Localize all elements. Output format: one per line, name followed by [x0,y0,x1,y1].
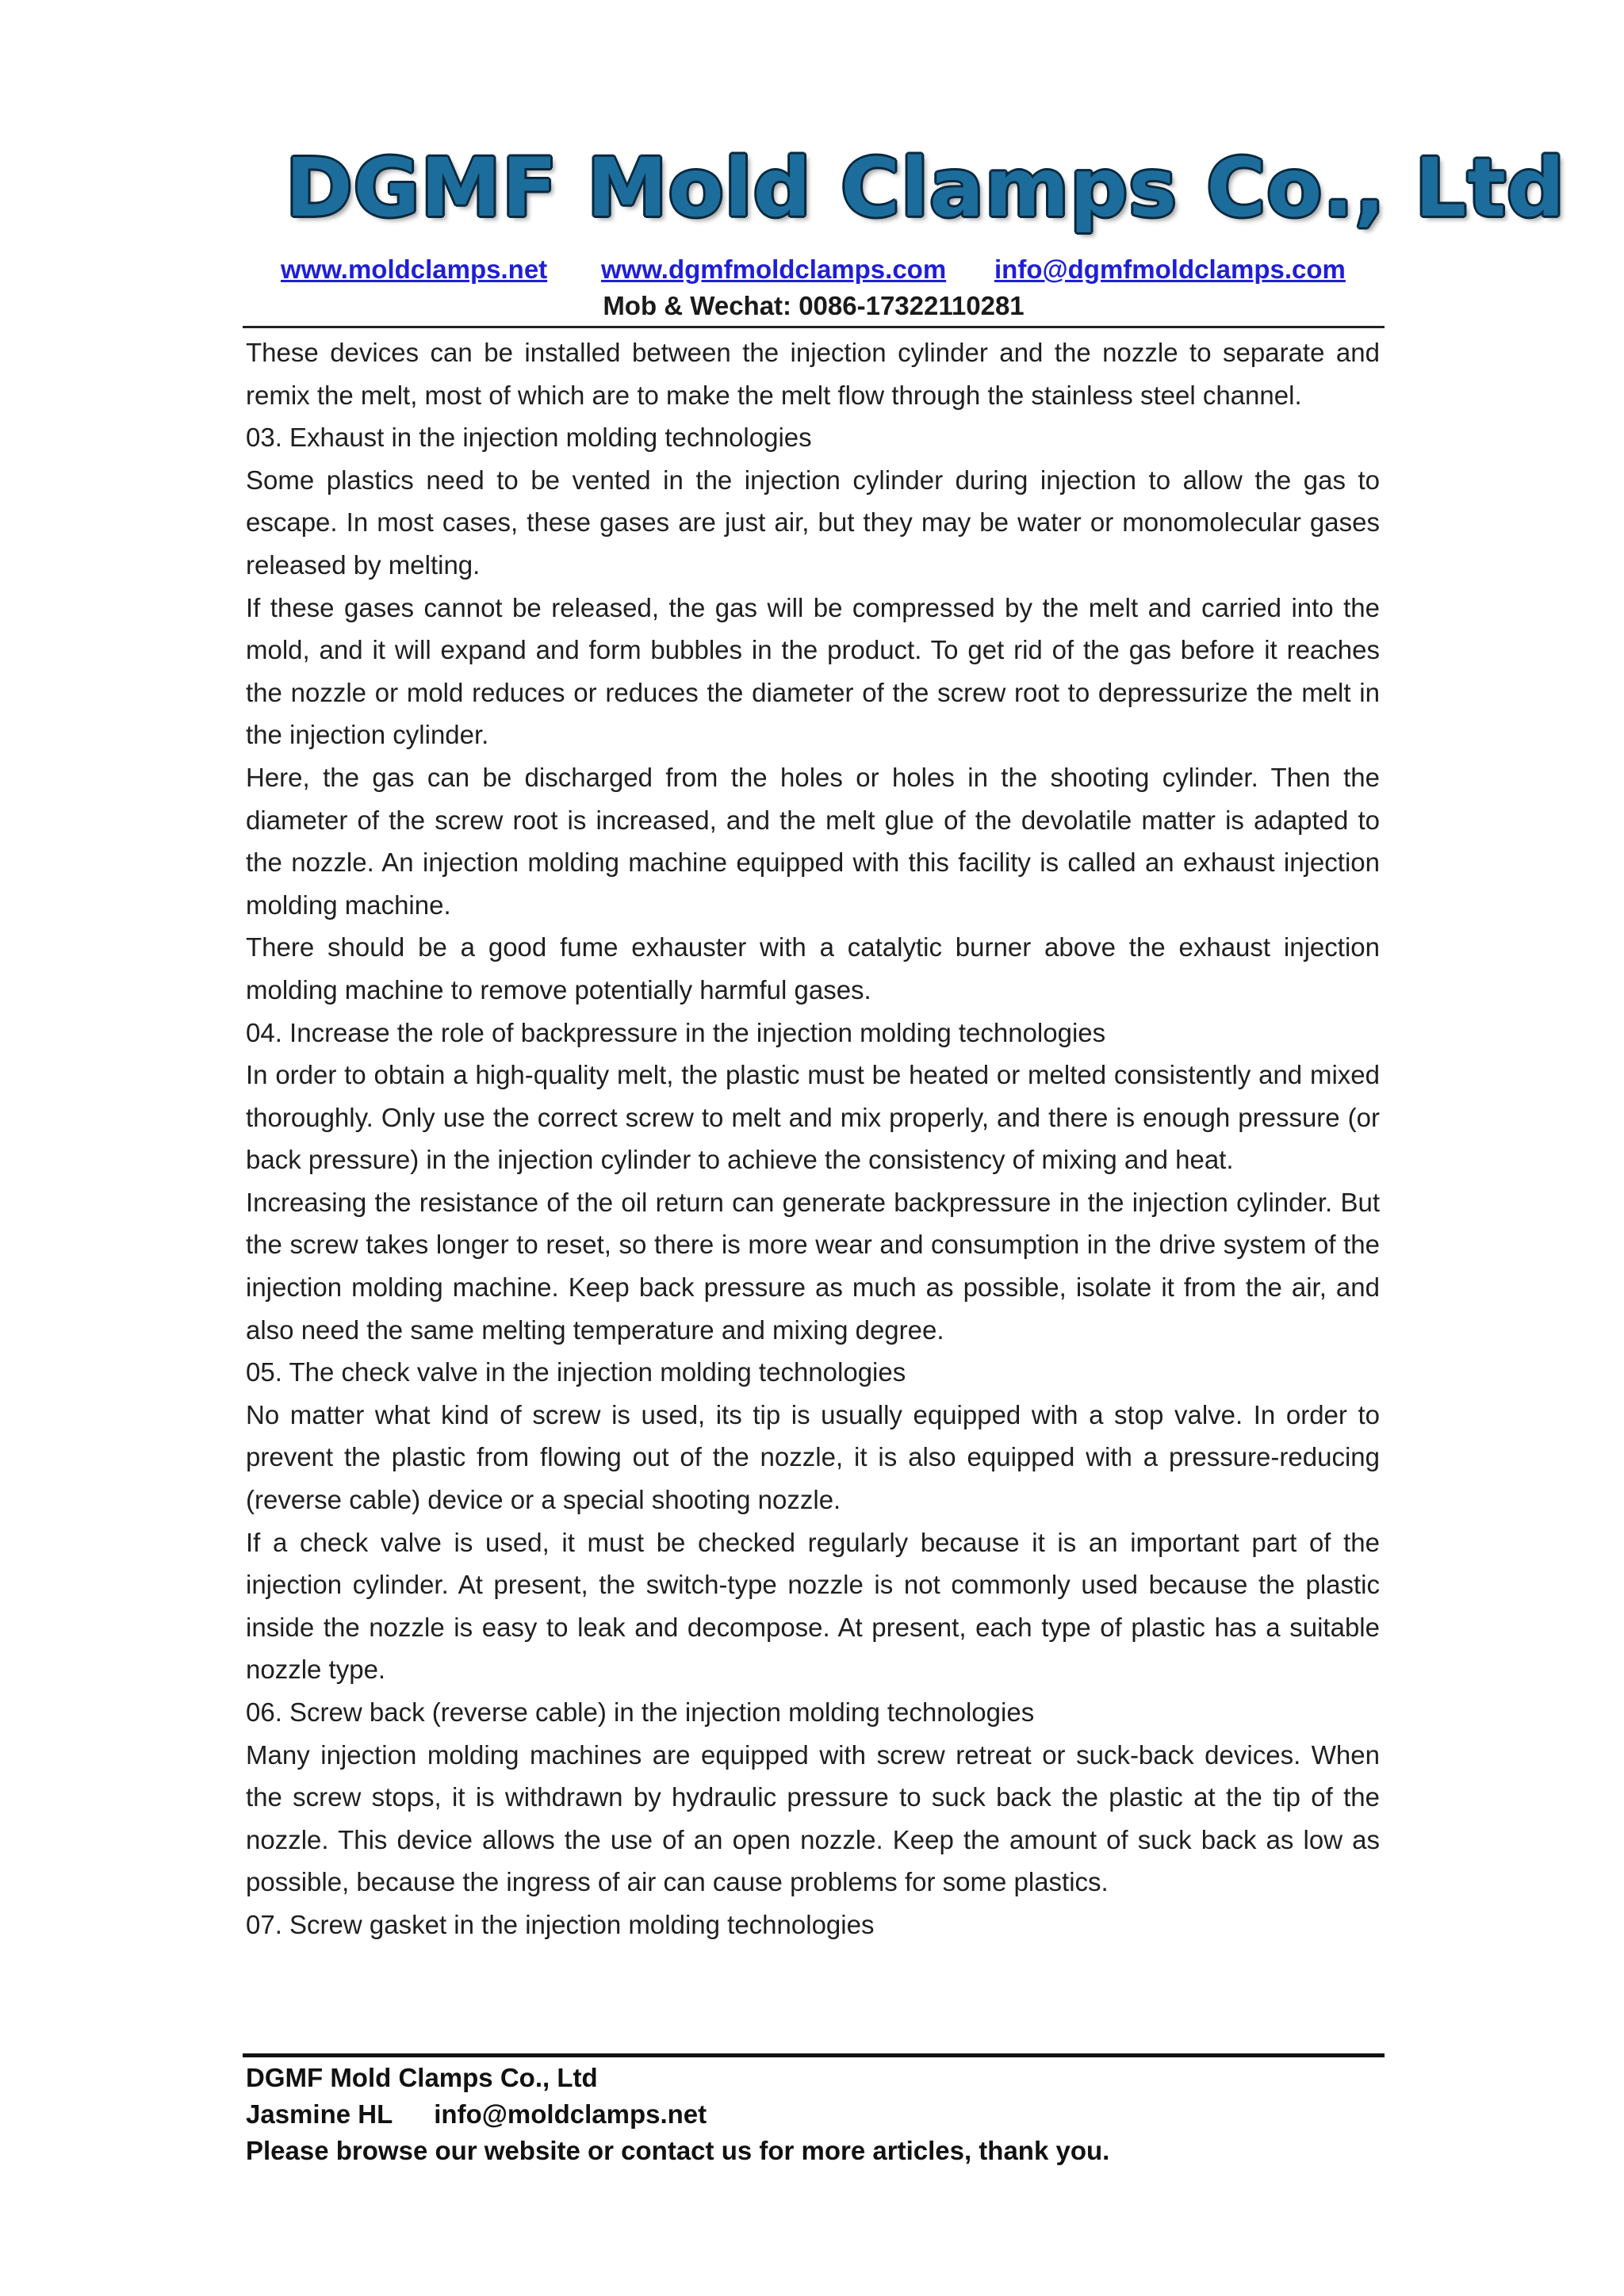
footer-contact [246,2096,1380,2133]
body-paragraph: Many injection molding machines are equipped with screw retreat or suck-back devices. When the screw stops, it is withdrawn by hydraulic pressure to suck back the plastic at the tip of the nozzle. This device allows the use of an open nozzle. Keep the amount of suck back as low as possible, because the ingress of air can cause problems for some plastics. [246,1739,1380,1897]
page-footer [246,2060,1380,2169]
website-link-dgmfmoldclamps[interactable]: www.dgmfmoldclamps.com [601,254,947,284]
body-paragraph: There should be a good fume exhauster with a catalytic burner above the exhaust injection molding machine to remove potentially harmful gases. [246,932,1380,1004]
email-link[interactable]: info@dgmfmoldclamps.com [994,254,1346,284]
section-heading-exhaust: 03. Exhaust in the injection molding technologies [246,423,812,453]
header-links [243,252,1385,287]
footer-contact-name: Jasmine HL [246,2099,393,2129]
section-heading-check-valve: 05. The check valve in the injection molding technologies [246,1357,906,1387]
footer-divider [243,2053,1385,2057]
section-heading-screw-gasket: 07. Screw gasket in the injection molding technologies [246,1909,875,1939]
section-heading-backpressure: 04. Increase the role of backpressure in the injection molding technologies [246,1017,1106,1047]
body-paragraph: If a check valve is used, it must be checked regularly because it is an important part of the injection cylinder. At present, the switch-type nozzle is not commonly used because the plastic inside the nozzle is easy to leak and decompose. At present, each type of plastic has a suitable nozzle type. [246,1527,1380,1685]
article-body [246,331,1380,1946]
website-link-moldclamps[interactable]: www.moldclamps.net [281,254,548,284]
body-paragraph: Here, the gas can be discharged from the holes or holes in the shooting cylinder. Then the diameter of the screw root is increased, and the melt glue of the devolatile matter is adapted to the nozzle. An injection molding machine equipped with this facility is called an exhaust injection molding machine. [246,762,1380,920]
body-paragraph: If these gases cannot be released, the gas will be compressed by the melt and carried into the mold, and it will expand and form bubbles in the product. To get rid of the gas before it reaches the nozzle or mold reduces or reduces the diameter of the screw root to depressurize the melt in the injection cylinder. [246,592,1380,750]
company-logo: DGMF Mold Clamps Co., Ltd [285,141,1566,235]
header-divider [243,326,1385,328]
footer-note: Please browse our website or contact us for more articles, thank you. [246,2136,1110,2165]
body-paragraph: No matter what kind of screw is used, its tip is usually equipped with a stop valve. In order to prevent the plastic from flowing out of the nozzle, it is also equipped with a pressure-reducing (reverse cable) device or a special shooting nozzle. [246,1399,1380,1515]
section-heading-screw-back: 06. Screw back (reverse cable) in the injection molding technologies [246,1697,1035,1727]
body-paragraph: In order to obtain a high-quality melt, the plastic must be heated or melted consistently and mixed thoroughly. Only use the correct screw to melt and mix properly, and there is enough pressure (or back pressure) in the injection cylinder to achieve the consistency of mixing and heat. [246,1060,1380,1175]
body-paragraph: Some plastics need to be vented in the injection cylinder during injection to allow the gas to escape. In most cases, these gases are just air, but they may be water or monomolecular gases released by melting. [246,465,1380,580]
footer-company: DGMF Mold Clamps Co., Ltd [246,2063,598,2092]
body-paragraph: Increasing the resistance of the oil return can generate backpressure in the injection cylinder. But the screw takes longer to reset, so there is more wear and consumption in the drive system of the injection molding machine. Keep back pressure as much as possible, isolate it from the air, and also need the same melting temperature and mixing degree. [246,1187,1380,1345]
body-paragraph: These devices can be installed between the injection cylinder and the nozzle to separate and remix the melt, most of which are to make the melt flow through the stainless steel channel. [246,338,1380,410]
footer-contact-email: info@moldclamps.net [434,2099,707,2129]
phone-wechat-line: Mob & Wechat: 0086-17322110281 [603,291,1025,320]
